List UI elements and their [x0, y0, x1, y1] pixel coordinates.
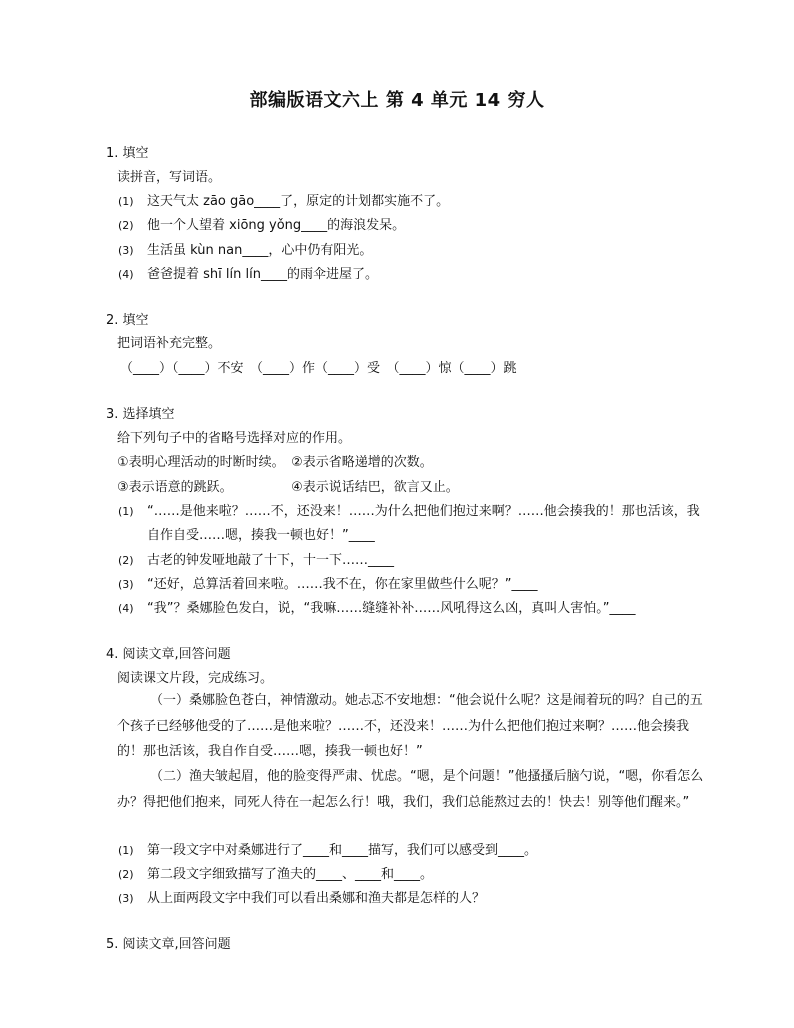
q3-options-row: ③表示语意的跳跃。 ④表示说话结巴，欲言又止。 [117, 480, 459, 495]
q1-item-number: (2) [118, 219, 134, 232]
q3-item-number: (4) [118, 602, 134, 615]
q3-item-number: (3) [118, 578, 134, 591]
page-title: 部编版语文六上 第 4 单元 14 穷人 [249, 90, 545, 111]
q3-item-text: “……是他来啦？……不，还没来！……为什么把他们抱过来啊？……他会揍我的！那也活该，我 [147, 504, 700, 519]
q3-options-row: ①表明心理活动的时断时续。 ②表示省略递增的次数。 [117, 455, 433, 470]
q1-item-text: 爸爸提着 shī lín lín____的雨伞进屋了。 [147, 267, 378, 282]
q4-item-text: 第一段文字中对桑娜进行了____和____描写，我们可以感受到____。 [147, 843, 538, 858]
q1-item-number: (4) [118, 268, 134, 281]
q4-item-number: (2) [118, 868, 134, 881]
q4-instruction: 阅读课文片段，完成练习。 [117, 671, 274, 686]
q3-item-number: (2) [118, 554, 134, 567]
q4-item-text: 从上面两段文字中我们可以看出桑娜和渔夫都是怎样的人？ [147, 891, 486, 906]
q2-instruction: 把词语补充完整。 [117, 336, 222, 351]
q4-passage-1: （一）桑娜脸色苍白，神情激动。她忐忑不安地想：“他会说什么呢？这是闹着玩的吗？自己的五个孩子已经够他受的了……是他来啦？……不，还没来！……为什么把他们抱过来啊？……他会揍我的！那也活该，我自作自受……嗯，揍我一顿也好！” [117, 693, 703, 759]
q3-item-number: (1) [118, 505, 134, 518]
q5-heading: 5. 阅读文章,回答问题 [106, 937, 231, 952]
q1-item-text: 他一个人望着 xiōng yǒng____的海浪发呆。 [147, 218, 406, 233]
q4-item-number: (3) [118, 892, 134, 905]
q3-item-text: 古老的钟发哑地敲了十下，十一下……____ [147, 553, 395, 568]
q3-item-text: “还好，总算活着回来啦。……我不在，你在家里做些什么呢？”____ [147, 577, 538, 592]
q4-item-number: (1) [118, 844, 134, 857]
q2-fill-line: （____）（____）不安 （____）作（____）受 （____）惊（____）跳 [120, 361, 517, 376]
q1-item-number: (3) [118, 244, 134, 257]
q3-heading: 3. 选择填空 [106, 407, 175, 422]
q1-heading: 1. 填空 [106, 146, 149, 161]
q3-item-text-cont: 自作自受……嗯，揍我一顿也好！”____ [147, 528, 375, 543]
q4-heading: 4. 阅读文章,回答问题 [106, 647, 231, 662]
q1-item-text: 生活虽 kùn nan____，心中仍有阳光。 [147, 243, 373, 258]
q3-item-text: “我”？桑娜脸色发白，说，“我嘛……缝缝补补……风吼得这么凶，真叫人害怕。”____ [147, 601, 636, 616]
q4-item-text: 第二段文字细致描写了渔夫的____、____和____。 [147, 867, 434, 882]
q1-instruction: 读拼音，写词语。 [117, 170, 222, 185]
q1-item-number: (1) [118, 195, 134, 208]
q3-instruction: 给下列句子中的省略号选择对应的作用。 [117, 431, 352, 446]
q2-heading: 2. 填空 [106, 313, 149, 328]
q1-item-text: 这天气太 zāo gāo____了，原定的计划都实施不了。 [147, 194, 450, 209]
q4-passage-2: （二）渔夫皱起眉，他的脸变得严肃、忧虑。“嗯，是个问题！”他搔搔后脑勺说，“嗯，你看怎么办？得把他们抱来，同死人待在一起怎么行！哦，我们，我们总能熬过去的！快去！别等他们醒来。” [117, 769, 704, 810]
